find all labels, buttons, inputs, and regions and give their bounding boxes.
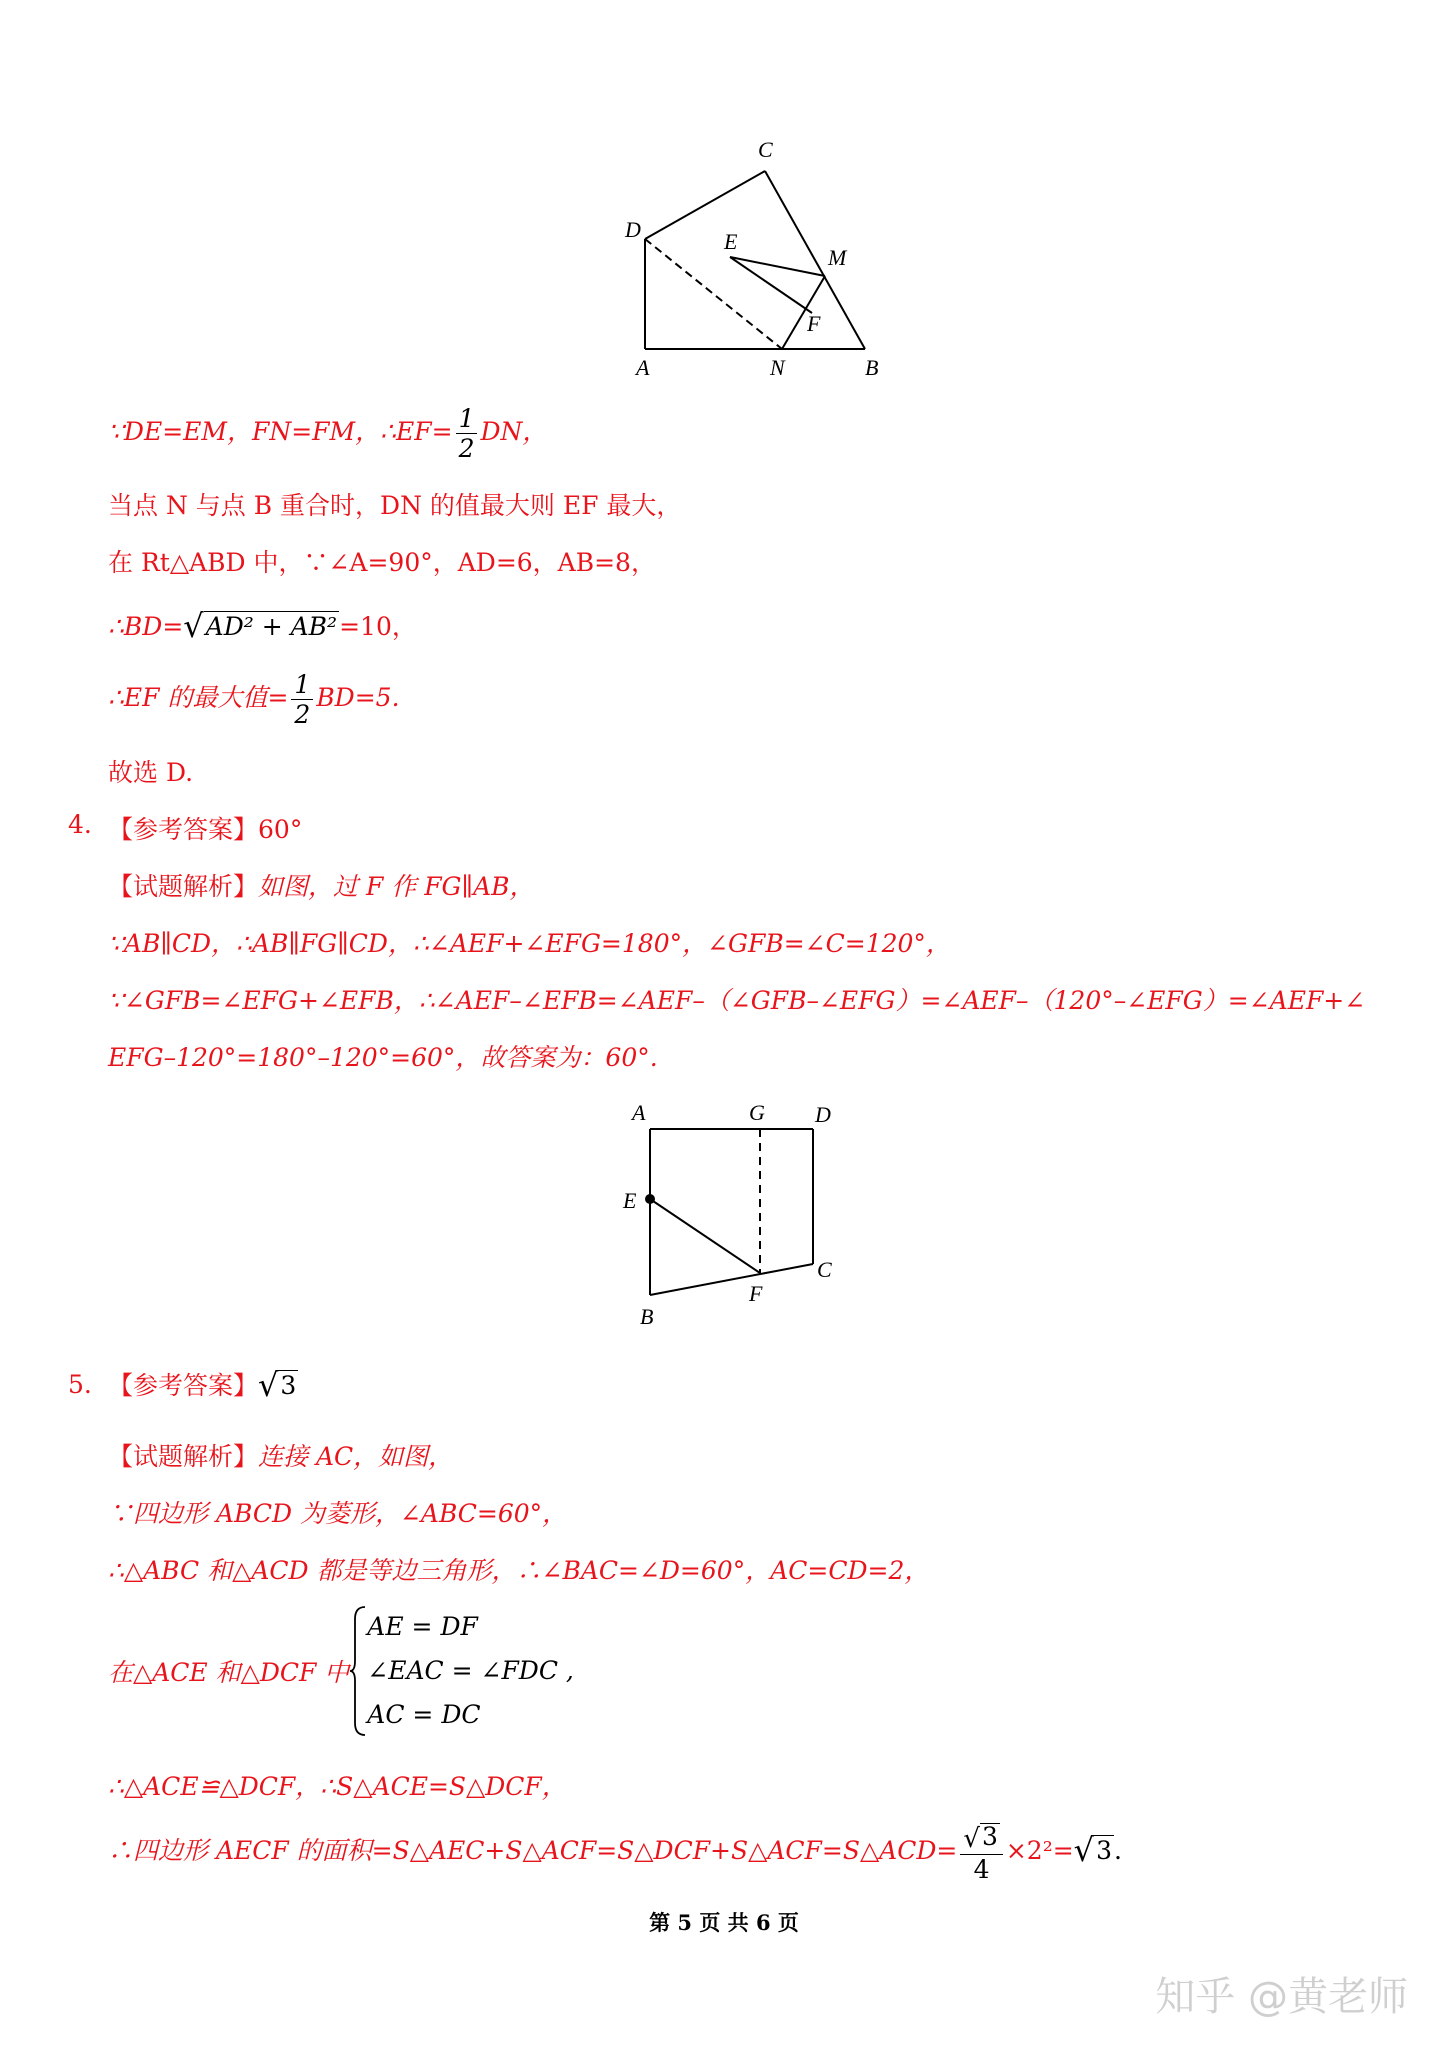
q3-l5-den: 2 xyxy=(294,700,311,729)
q3-l5-fraction xyxy=(291,672,313,727)
q3-line-2: 当点 N 与点 B 重合时，DN 的值最大则 EF 最大， xyxy=(108,491,682,520)
q5-l4-a: 在△ACE 和△DCF 中 xyxy=(108,1658,350,1687)
fig2-label-c: C xyxy=(817,1257,832,1282)
q3-l1-b: DN， xyxy=(480,417,548,446)
q5-line-2: ∵四边形 ABCD 为菱形，∠ABC=60°， xyxy=(108,1499,568,1528)
fig2-label-d: D xyxy=(815,1102,831,1127)
fig1-label-a: A xyxy=(636,355,650,380)
fig1-label-c: C xyxy=(758,137,773,162)
q3-l4-a: ∴BD= xyxy=(108,612,184,641)
figure-1 xyxy=(620,135,900,385)
q3-l4-sqrt: √AD² + AB² xyxy=(183,607,338,645)
q3-l1-fraction xyxy=(456,406,478,461)
q5-line-6 xyxy=(108,1823,1122,1882)
q5-line-4 xyxy=(108,1605,574,1737)
q4-answer-tag: 【参考答案】 xyxy=(108,815,259,844)
q5-line-1 xyxy=(108,1437,453,1473)
q3-line-3: 在 Rt△ABD 中，∵∠A=90°，AD=6，AB=8， xyxy=(108,548,656,577)
q4-analysis-tag: 【试题解析】 xyxy=(108,872,259,901)
figure-2 xyxy=(615,1092,855,1337)
q5-l6-den: 4 xyxy=(973,1855,990,1884)
q5-line-5: ∴△ACE≌△DCF，∴S△ACE=S△DCF， xyxy=(108,1772,567,1801)
q5-l6-b: ×2²= xyxy=(1005,1836,1074,1865)
q5-l6-num-wrap: √3 xyxy=(960,1823,1002,1855)
q5-l6-num: 3 xyxy=(981,1822,998,1851)
q5-analysis-tag: 【试题解析】 xyxy=(108,1442,259,1471)
watermark: 知乎 @黄老师 xyxy=(1155,1974,1408,2020)
q5-sys-3: AC = DC xyxy=(367,1700,481,1729)
fig1-label-f: F xyxy=(807,311,821,336)
q4-number: 4. xyxy=(68,810,92,839)
q5-answer-line xyxy=(108,1366,298,1404)
fig1-label-m: M xyxy=(828,245,847,270)
fig2-label-a: A xyxy=(632,1100,646,1125)
q5-answer-tag: 【参考答案】 xyxy=(108,1371,259,1400)
fig1-label-n: N xyxy=(770,355,785,380)
q3-l1-num: 1 xyxy=(456,406,478,434)
q5-line-3: ∴△ABC 和△ACD 都是等边三角形，∴∠BAC=∠D=60°，AC=CD=2， xyxy=(108,1556,930,1585)
q5-system xyxy=(367,1605,574,1737)
q5-l6-fraction xyxy=(960,1823,1002,1882)
fig1-label-d: D xyxy=(625,217,641,242)
q5-l6-radicand: 3 xyxy=(1096,1836,1112,1865)
fig2-label-b: B xyxy=(640,1304,654,1329)
q3-l5-b: BD=5. xyxy=(316,683,400,712)
q4-answer: 60° xyxy=(258,815,303,844)
q5-answer-sqrt: √3 xyxy=(258,1366,297,1404)
figure-1-svg xyxy=(620,135,900,385)
q3-l5-a: ∴EF 的最大值= xyxy=(108,683,289,712)
q4-line-4: EFG–120°=180°–120°=60°，故答案为：60°. xyxy=(108,1043,658,1072)
q5-l6-c: . xyxy=(1113,1836,1122,1865)
fig2-label-f: F xyxy=(749,1281,763,1306)
q5-l1: 连接 AC，如图， xyxy=(258,1442,454,1471)
q3-l1-den: 2 xyxy=(458,434,475,463)
figure-2-svg xyxy=(615,1092,855,1337)
q5-sys-2: ∠EAC = ∠FDC , xyxy=(367,1656,574,1685)
q3-line-5 xyxy=(108,672,400,727)
q5-number: 5. xyxy=(68,1370,92,1399)
fig1-label-b: B xyxy=(865,355,879,380)
q3-l1-a: ∵DE=EM，FN=FM，∴EF= xyxy=(108,417,453,446)
q3-l4-radicand: AD² + AB² xyxy=(205,612,338,641)
q4-line-1 xyxy=(108,867,535,903)
q3-line-6: 故选 D. xyxy=(108,758,194,787)
q3-l4-b: =10， xyxy=(339,612,417,641)
q3-l5-num: 1 xyxy=(291,672,313,700)
q3-line-4 xyxy=(108,607,417,645)
page-footer: 第 5 页 共 6 页 xyxy=(649,1910,799,1935)
q4-l1: 如图，过 F 作 FG∥AB， xyxy=(258,872,535,901)
fig2-label-g: G xyxy=(749,1100,765,1125)
q4-answer-line xyxy=(108,810,302,846)
q3-line-1 xyxy=(108,406,547,461)
fig1-label-e: E xyxy=(724,229,738,254)
fig2-label-e: E xyxy=(623,1188,637,1213)
q4-line-2: ∵AB∥CD，∴AB∥FG∥CD，∴∠AEF+∠EFG=180°，∠GFB=∠C=120°， xyxy=(108,929,951,958)
q5-l6-sqrt: √3 xyxy=(1073,1831,1112,1869)
q5-system-brace xyxy=(349,1605,367,1737)
q4-line-3: ∵∠GFB=∠EFG+∠EFB，∴∠AEF–∠EFB=∠AEF–（∠GFB–∠EFG）=∠AEF–（120°–∠EFG）=∠AEF+∠ xyxy=(108,986,1366,1015)
q5-answer-radicand: 3 xyxy=(280,1371,297,1400)
q5-l6-a: ∴四边形 AECF 的面积=S△AEC+S△ACF=S△DCF+S△ACF=S△ACD= xyxy=(108,1836,958,1865)
q5-sys-1: AE = DF xyxy=(367,1612,478,1641)
